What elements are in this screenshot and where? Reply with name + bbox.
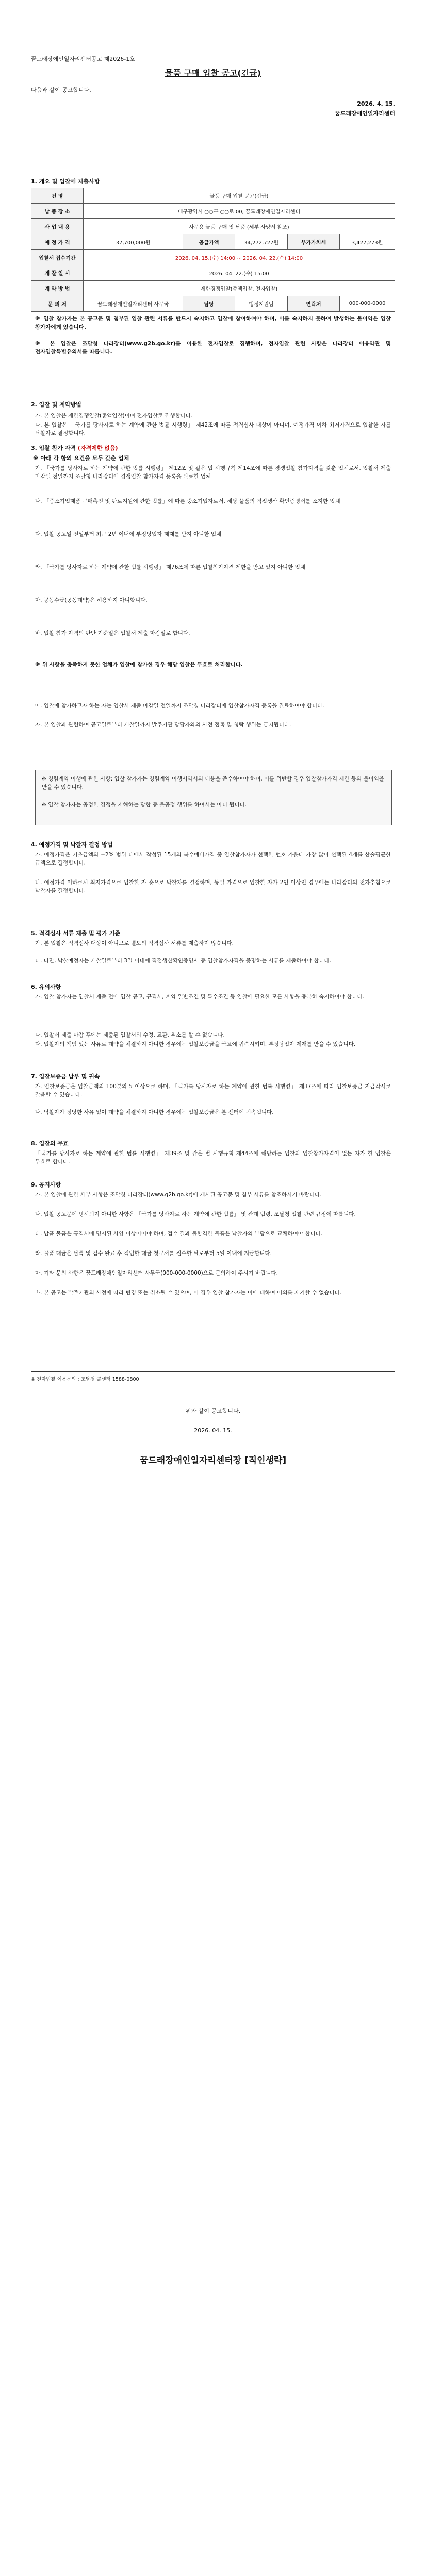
section-8-item: 「국가를 당사자로 하는 계약에 관한 법률 시행령」 제39조 및 같은 법 시행규칙 제44조에 해당하는 입찰과 입찰참가자격이 없는 자가 한 입찰은 무효로 합니다. (35, 1150, 391, 1165)
section-5-item: 가. 본 입찰은 적격심사 대상이 아니므로 별도의 적격심사 서류를 제출하지 않습니다. (35, 940, 234, 946)
section-6-extra-item: 나. 입찰서 제출 마감 후에는 제출된 입찰서의 수정, 교환, 취소를 할 수 없습니다. (35, 1032, 225, 1038)
row-value-secondary: 행정지원팀 (235, 296, 288, 312)
section-9-item: 다. 납품 물품은 규격서에 명시된 사양 이상이어야 하며, 검수 결과 불합격한 물품은 낙찰자의 부담으로 교체하여야 합니다. (35, 1231, 323, 1237)
row-label: 사 업 내 용 (31, 219, 84, 234)
notice-box (35, 770, 392, 825)
row-label: 입찰서 접수기간 (31, 250, 84, 265)
row-value: 제한경쟁입찰(총액입찰, 전자입찰) (84, 281, 395, 296)
closing-date: 2026. 04. 15. (194, 1427, 232, 1434)
section-2-item: 가. 본 입찰은 제한경쟁입찰(총액입찰)이며 전자입찰로 집행합니다. (35, 413, 193, 419)
section-3-item: 가. 「국가를 당사자로 하는 계약에 관한 법률 시행령」 제12조 및 같은 법 시행규칙 제14조에 따른 경쟁입찰 참가자격을 갖춘 업체로서, 입찰서 제출 마감일 전일까지 조달청 나라장터에 경쟁입찰 참가자격 등록을 완료한 업체 (35, 465, 391, 480)
row-label: 개 찰 일 시 (31, 265, 84, 281)
section-3-item: 다. 입찰 공고일 전일부터 최근 2년 이내에 부정당업자 제재를 받지 아니한 업체 (35, 531, 222, 537)
closing-signature: 꿈드래장애인일자리센터장 [직인생략] (139, 1455, 287, 1466)
divider (31, 1371, 395, 1372)
notice-box-line: ※ 청렴계약 이행에 관한 사항: 입찰 참가자는 청렴계약 이행서약서의 내용을 준수하여야 하며, 이를 위반할 경우 입찰참가자격 제한 등의 불이익을 받을 수 있습니다. (42, 776, 385, 790)
row-value: 2026. 04. 22.(수) 15:00 (84, 265, 395, 281)
section-3-item: 바. 입찰 참가 자격의 판단 기준일은 입찰서 제출 마감일로 합니다. (35, 630, 190, 636)
section-6-extra-item: 다. 입찰자의 책임 있는 사유로 계약을 체결하지 아니한 경우에는 입찰보증금을 국고에 귀속시키며, 부정당업자 제재를 받을 수 있습니다. (35, 1041, 356, 1047)
page-title: 물품 구매 입찰 공고(긴급) (165, 68, 261, 78)
section-3-title: 3. 입찰 참가 자격 (31, 445, 76, 451)
section-1-note: ※ 입찰 참가자는 본 공고문 및 첨부된 입찰 관련 서류를 반드시 숙지하고 입찰에 참여하여야 하며, 이를 숙지하지 못하여 발생하는 불이익은 입찰 참가자에게 있습니다. (35, 316, 391, 330)
notice-number: 꿈드래장애인일자리센터공고 제2026-1호 (31, 56, 135, 62)
row-value-tertiary: 000-000-0000 (340, 296, 395, 312)
section-4-item: 가. 예정가격은 기초금액의 ±2% 범위 내에서 작성된 15개의 복수예비가격 중 입찰참가자가 선택한 번호 가운데 가장 많이 선택된 4개를 산술평균한 금액으로 결정합니다. (35, 852, 391, 866)
row-label-tertiary: 연락처 (288, 296, 340, 312)
row-value: 2026. 04. 15.(수) 14:00 ~ 2026. 04. 22.(수) 14:00 (84, 250, 395, 265)
table-row (31, 219, 395, 234)
table-row (31, 265, 395, 281)
section-9-item: 바. 본 공고는 발주기관의 사정에 따라 변경 또는 취소될 수 있으며, 이 경우 입찰 참가자는 이에 대하여 이의를 제기할 수 없습니다. (35, 1290, 342, 1296)
section-9-heading: 9. 공지사항 (31, 1181, 61, 1188)
section-6-heading: 6. 유의사항 (31, 984, 61, 990)
section-6-item: 가. 입찰 참가자는 입찰서 제출 전에 입찰 공고, 규격서, 계약 일반조건 및 특수조건 등 입찰에 필요한 모든 사항을 충분히 숙지하여야 합니다. (35, 994, 364, 1000)
footnote: ※ 전자입찰 이용문의 : 조달청 콜센터 1588-0800 (31, 1377, 139, 1382)
section-8-heading: 8. 입찰의 무효 (31, 1140, 69, 1147)
section-3-extra-item: 아. 입찰에 참가하고자 하는 자는 입찰서 제출 마감일 전일까지 조달청 나라장터에 입찰참가자격 등록을 완료하여야 합니다. (35, 703, 324, 709)
section-3-heading (31, 444, 118, 452)
notice-box-line: ※ 입찰 참가자는 공정한 경쟁을 저해하는 담합 등 불공정 행위를 하여서는 아니 됩니다. (42, 802, 247, 808)
row-label-tertiary: 부가가치세 (288, 234, 340, 250)
row-label: 납 품 장 소 (31, 204, 84, 219)
row-label: 계 약 방 법 (31, 281, 84, 296)
issuer: 꿈드래장애인일자리센터 (335, 110, 395, 117)
row-label: 문 의 처 (31, 296, 84, 312)
table-row (31, 250, 395, 265)
section-7-heading: 7. 입찰보증금 납부 및 귀속 (31, 1073, 100, 1080)
row-label: 예 정 가 격 (31, 234, 84, 250)
row-value: 대구광역시 ○○구 ○○로 00, 꿈드래장애인일자리센터 (84, 204, 395, 219)
section-7-item: 가. 입찰보증금은 입찰금액의 100분의 5 이상으로 하며, 「국가를 당사자로 하는 계약에 관한 법률 시행령」 제37조에 따라 입찰보증금 지급각서로 갈음할 수 있습니다. (35, 1083, 391, 1098)
section-5-item: 나. 다만, 낙찰예정자는 개찰일로부터 3일 이내에 직접생산확인증명서 등 입찰참가자격을 증명하는 서류를 제출하여야 합니다. (35, 958, 332, 964)
row-value: 37,700,000원 (84, 234, 183, 250)
section-3-extra-item: 자. 본 입찰과 관련하여 공고일로부터 개찰일까지 발주기관 담당자와의 사전 접촉 및 청탁 행위는 금지됩니다. (35, 722, 291, 728)
intro-text: 다음과 같이 공고합니다. (31, 87, 91, 93)
section-4-heading: 4. 예정가격 및 낙찰자 결정 방법 (31, 841, 113, 848)
section-9-item: 나. 입찰 공고문에 명시되지 아니한 사항은 「국가를 당사자로 하는 계약에 관한 법률」 및 관계 법령, 조달청 입찰 관련 규정에 따릅니다. (35, 1211, 356, 1217)
section-3-item: 마. 공동수급(공동계약)은 허용하지 아니합니다. (35, 597, 148, 603)
table-row (31, 188, 395, 204)
row-value: 사무용 물품 구매 및 납품 (세부 사양서 참조) (84, 219, 395, 234)
summary-table (31, 188, 395, 312)
section-9-item: 가. 본 입찰에 관한 세부 사항은 조달청 나라장터(www.g2b.go.kr)에 게시된 공고문 및 첨부 서류를 참조하시기 바랍니다. (35, 1192, 322, 1198)
section-4-item: 나. 예정가격 이하로서 최저가격으로 입찰한 자 순으로 낙찰자를 결정하며, 동일 가격으로 입찰한 자가 2인 이상인 경우에는 나라장터의 전자추첨으로 낙찰자를 결정합니다. (35, 879, 391, 894)
row-label-secondary: 담당 (183, 296, 235, 312)
row-label: 건 명 (31, 188, 84, 204)
section-2-item: 나. 본 입찰은 「국가를 당사자로 하는 계약에 관한 법률 시행령」 제42조에 따른 적격심사 대상이 아니며, 예정가격 이하 최저가격으로 입찰한 자를 낙찰자로 결정합니다. (35, 422, 391, 436)
section-9-item: 라. 물품 대금은 납품 및 검수 완료 후 적법한 대금 청구서를 접수한 날로부터 5일 이내에 지급합니다. (35, 1250, 272, 1257)
row-value: 물품 구매 입찰 공고(긴급) (84, 188, 395, 204)
table-row (31, 204, 395, 219)
section-7-item: 나. 낙찰자가 정당한 사유 없이 계약을 체결하지 아니한 경우에는 입찰보증금은 본 센터에 귀속됩니다. (35, 1109, 274, 1115)
section-2-heading: 2. 입찰 및 계약방법 (31, 401, 81, 408)
row-value-secondary: 34,272,727원 (235, 234, 288, 250)
section-5-heading: 5. 적격심사 서류 제출 및 평가 기준 (31, 930, 120, 937)
notice-date: 2026. 4. 15. (357, 100, 395, 107)
section-3-heading-note: (자격제한 없음) (77, 445, 118, 451)
row-label-secondary: 공급가액 (183, 234, 235, 250)
section-3-subheading: ※ 아래 각 항의 요건을 모두 갖춘 업체 (33, 455, 129, 462)
section-3-item: 라. 「국가를 당사자로 하는 계약에 관한 법률 시행령」 제76조에 따른 입찰참가자격 제한을 받고 있지 아니한 업체 (35, 564, 305, 570)
section-1-note: ※ 본 입찰은 조달청 나라장터(www.g2b.go.kr)를 이용한 전자입찰로 집행하며, 전자입찰 관련 사항은 나라장터 이용약관 및 전자입찰특별유의서를 따릅니다. (35, 341, 391, 355)
closing-line: 위와 같이 공고합니다. (185, 1408, 241, 1414)
section-1-heading: 1. 개요 및 입찰에 제출사항 (31, 178, 100, 185)
section-9-item: 마. 기타 문의 사항은 꿈드래장애인일자리센터 사무국(000-000-0000)으로 문의하여 주시기 바랍니다. (35, 1270, 278, 1276)
table-row (31, 281, 395, 296)
row-value: 꿈드래장애인일자리센터 사무국 (84, 296, 183, 312)
section-3-note: ※ 위 사항을 충족하지 못한 업체가 입찰에 참가한 경우 해당 입찰은 무효로 처리합니다. (35, 662, 243, 668)
row-value-tertiary: 3,427,273원 (340, 234, 395, 250)
section-3-item: 나. 「중소기업제품 구매촉진 및 판로지원에 관한 법률」에 따른 중소기업자로서, 해당 물품의 직접생산 확인증명서를 소지한 업체 (35, 498, 340, 504)
table-row (31, 234, 395, 250)
table-row (31, 296, 395, 312)
